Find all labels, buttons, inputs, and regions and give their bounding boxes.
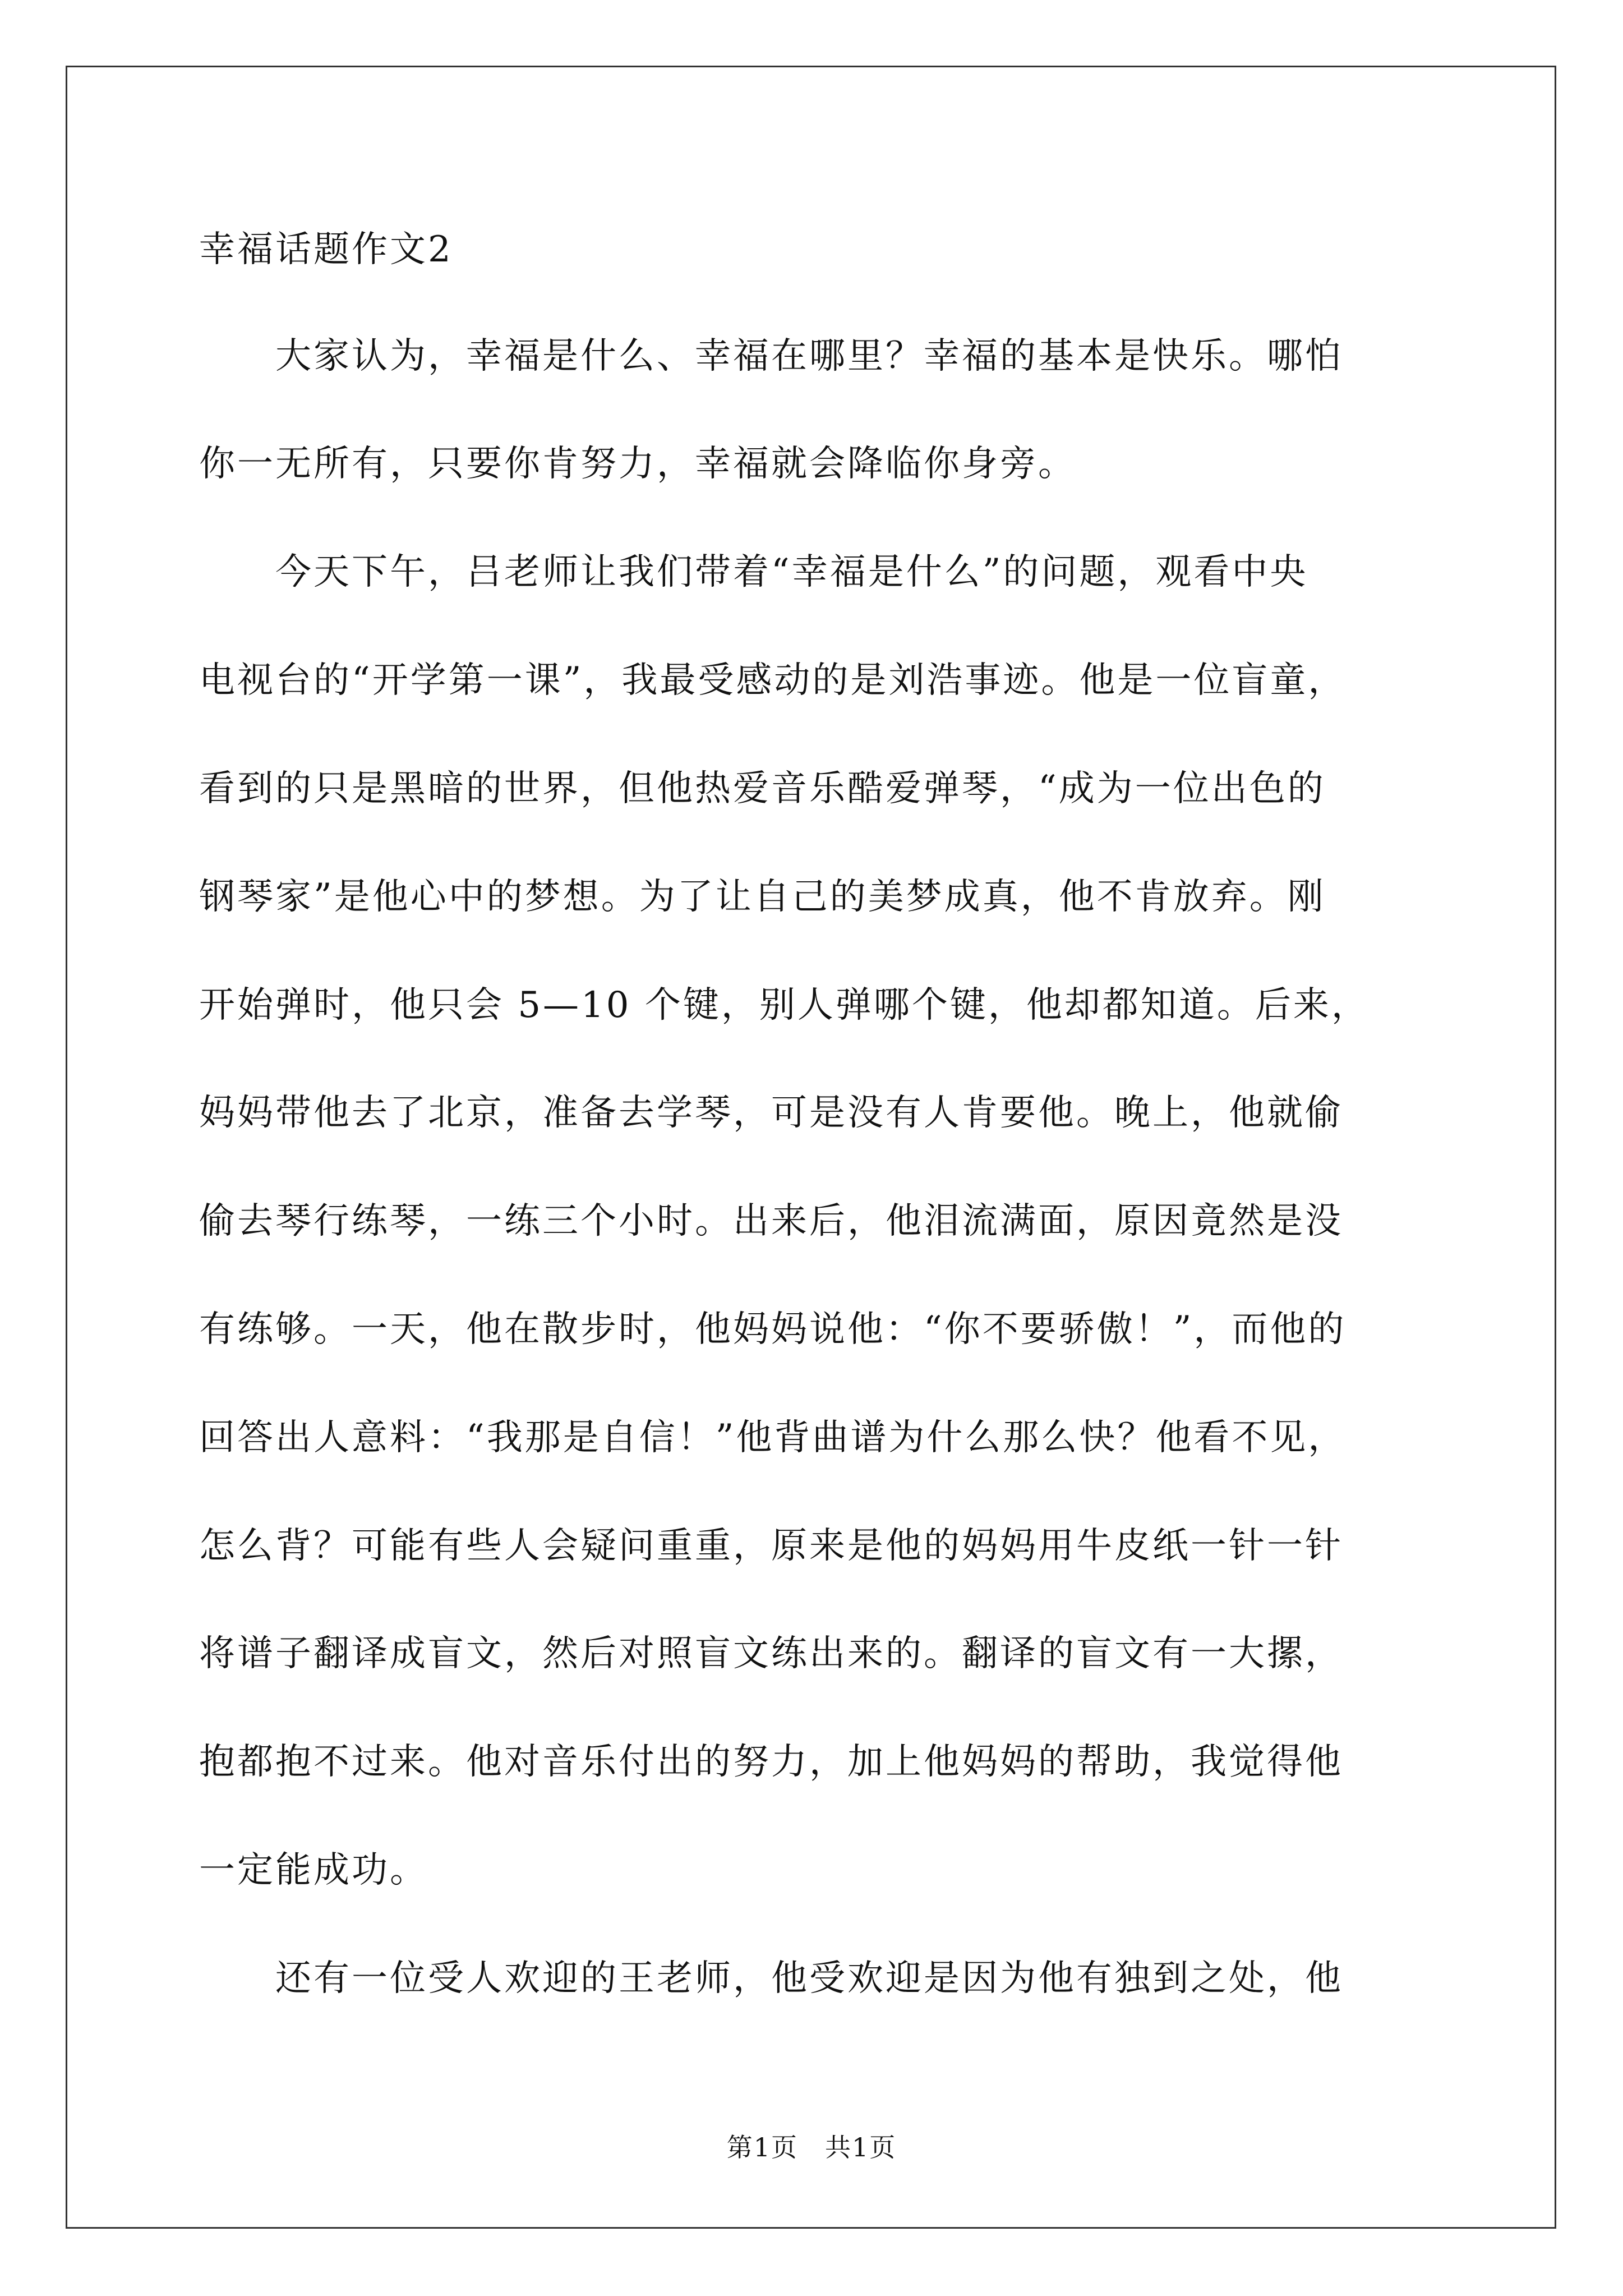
text-line: 看到的只是黑暗的世界，但他热爱音乐酷爱弹琴，“成为一位出色的 bbox=[199, 768, 1326, 809]
text-line: 电视台的“开学第一课”，我最受感动的是刘浩事迹。他是一位盲童， bbox=[199, 660, 1347, 701]
text-line: 怎么背？可能有些人会疑问重重，原来是他的妈妈用牛皮纸一针一针 bbox=[199, 1525, 1343, 1567]
text-line: 偷去琴行练琴，一练三个小时。出来后，他泪流满面，原因竟然是没 bbox=[199, 1200, 1343, 1242]
text-line: 今天下午，吕老师让我们带着“幸福是什么”的问题，观看中央 bbox=[199, 551, 1308, 593]
page-number-footer: 第1页 共1页 bbox=[726, 2132, 897, 2162]
text-line: 还有一位受人欢迎的王老师，他受欢迎是因为他有独到之处，他 bbox=[199, 1958, 1343, 1999]
text-line: 钢琴家”是他心中的梦想。为了让自己的美梦成真，他不肯放弃。刚 bbox=[199, 876, 1326, 918]
document-title: 幸福话题作文2 bbox=[199, 229, 453, 270]
text-line: 抱都抱不过来。他对音乐付出的努力，加上他妈妈的帮助，我觉得他 bbox=[199, 1741, 1343, 1783]
text-line: 回答出人意料：“我那是自信！”他背曲谱为什么那么快？他看不见， bbox=[199, 1417, 1347, 1458]
text-line: 一定能成功。 bbox=[199, 1849, 428, 1891]
text-line: 妈妈带他去了北京，准备去学琴，可是没有人肯要他。晚上，他就偷 bbox=[199, 1092, 1343, 1134]
text-line: 你一无所有，只要你肯努力，幸福就会降临你身旁。 bbox=[199, 443, 1076, 485]
text-line: 大家认为，幸福是什么、幸福在哪里？幸福的基本是快乐。哪怕 bbox=[199, 335, 1343, 377]
text-line: 将谱子翻译成盲文，然后对照盲文练出来的。翻译的盲文有一大摞， bbox=[199, 1633, 1343, 1674]
page-border bbox=[66, 66, 1556, 2229]
text-line: 开始弹时，他只会 5—10 个键，别人弹哪个键，他却都知道。后来， bbox=[199, 984, 1370, 1026]
text-line: 有练够。一天，他在散步时，他妈妈说他：“你不要骄傲！”，而他的 bbox=[199, 1309, 1347, 1350]
